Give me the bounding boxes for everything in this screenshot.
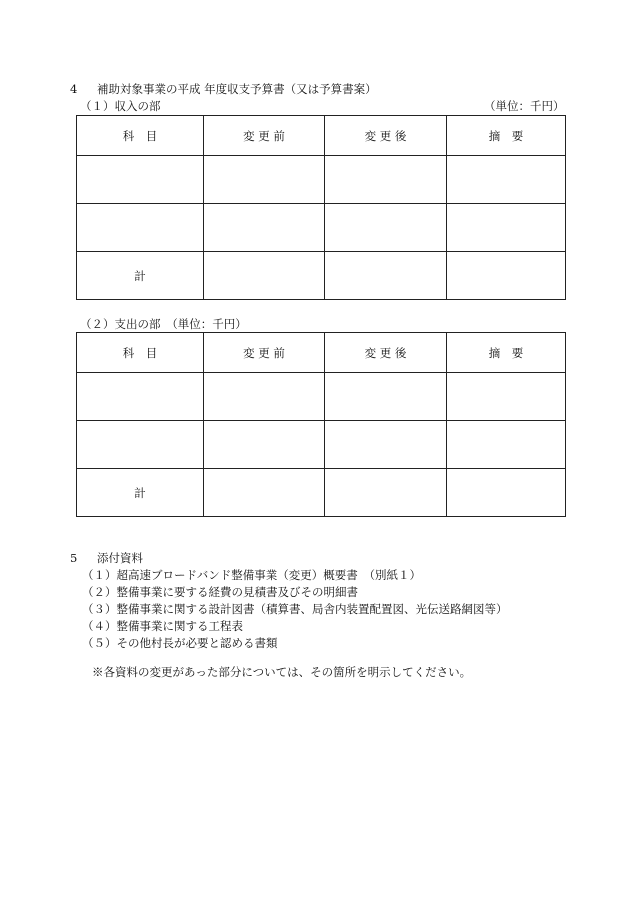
total-label-cell: 計 (77, 252, 204, 300)
row-item-cell (77, 204, 204, 252)
after-cell (325, 156, 447, 204)
table-row (77, 204, 566, 252)
remarks-cell (447, 421, 566, 469)
before-cell (204, 252, 325, 300)
column-header-remarks: 摘 要 (447, 116, 566, 156)
section-number: 4 (70, 82, 78, 96)
total-label-cell: 計 (77, 469, 204, 517)
income-table (76, 115, 566, 300)
table-header-row (77, 333, 566, 373)
income-heading: （１）収入の部 (80, 99, 161, 113)
expense-heading: （２）支出の部 （単位：千円） (80, 317, 247, 331)
attachment-item: （５）その他村長が必要と認める書類 (82, 636, 278, 650)
income-unit: （単位：千円） (484, 99, 565, 113)
attachment-item: （３）整備事業に関する設計図書（積算書、局舎内装置配置図、光伝送路網図等） (82, 602, 508, 616)
total-row (77, 252, 566, 300)
section-5-title (70, 550, 143, 566)
table-header-row (77, 116, 566, 156)
table-row (77, 156, 566, 204)
section-4-title (70, 81, 377, 97)
total-row (77, 469, 566, 517)
column-header-after: 変 更 後 (325, 116, 447, 156)
after-cell (325, 469, 447, 517)
remarks-cell (447, 156, 566, 204)
table-row (77, 373, 566, 421)
remarks-cell (447, 252, 566, 300)
remarks-cell (447, 204, 566, 252)
before-cell (204, 373, 325, 421)
after-cell (325, 373, 447, 421)
attachment-note: ※各資料の変更があった部分については、その箇所を明示してください。 (92, 665, 472, 679)
row-item-cell (77, 373, 204, 421)
after-cell (325, 204, 447, 252)
remarks-cell (447, 469, 566, 517)
before-cell (204, 469, 325, 517)
row-item-cell (77, 421, 204, 469)
table-row (77, 421, 566, 469)
column-header-before: 変 更 前 (204, 116, 325, 156)
before-cell (204, 204, 325, 252)
row-item-cell (77, 156, 204, 204)
after-cell (325, 421, 447, 469)
column-header-remarks: 摘 要 (447, 333, 566, 373)
attachment-item: （２）整備事業に要する経費の見積書及びその明細書 (82, 585, 358, 599)
after-cell (325, 252, 447, 300)
column-header-item: 科 目 (77, 116, 204, 156)
expense-table (76, 332, 566, 517)
before-cell (204, 156, 325, 204)
column-header-after: 変 更 後 (325, 333, 447, 373)
section-title-text: 添付資料 (97, 551, 143, 565)
column-header-before: 変 更 前 (204, 333, 325, 373)
column-header-item: 科 目 (77, 333, 204, 373)
attachment-item: （４）整備事業に関する工程表 (82, 619, 243, 633)
remarks-cell (447, 373, 566, 421)
attachment-item: （１）超高速ブロードバンド整備事業（変更）概要書 （別紙１） (82, 568, 422, 582)
section-number: 5 (70, 551, 78, 565)
section-title-text: 補助対象事業の平成 年度収支予算書（又は予算書案） (97, 82, 377, 96)
before-cell (204, 421, 325, 469)
